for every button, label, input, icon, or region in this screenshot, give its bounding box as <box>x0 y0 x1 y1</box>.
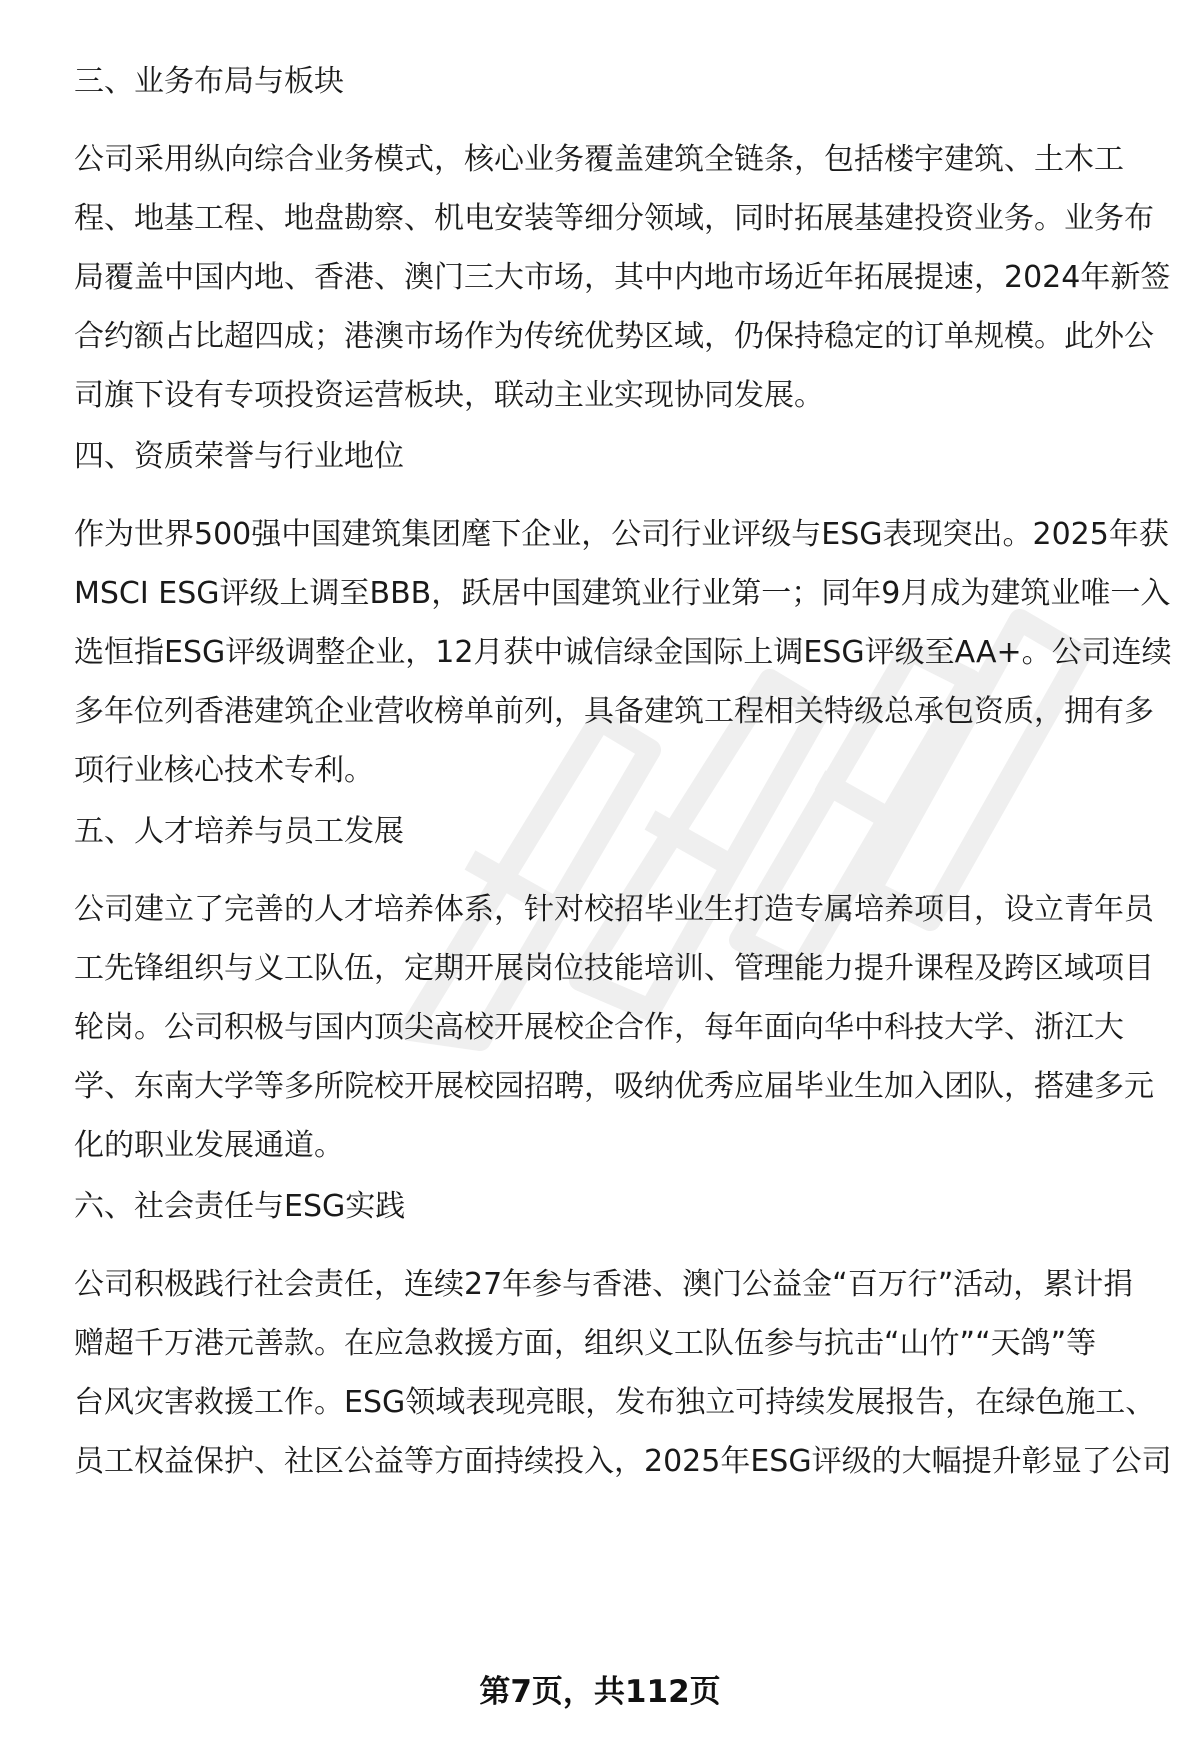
paragraph-line: 多年位列香港建筑企业营收榜单前列，具备建筑工程相关特级总承包资质，拥有多 <box>74 694 1154 729</box>
paragraph-line: 工先锋组织与义工队伍，定期开展岗位技能培训、管理能力提升课程及跨区域项目 <box>74 951 1154 986</box>
paragraph-line: 化的职业发展通道。 <box>74 1128 344 1163</box>
section-paragraph-talent <box>74 880 1154 1175</box>
paragraph-line: 程、地基工程、地盘勘察、机电安装等细分领域，同时拓展基建投资业务。业务布 <box>74 201 1154 236</box>
paragraph-line: 项行业核心技术专利。 <box>74 753 374 788</box>
section-heading-business: 三、业务布局与板块 <box>74 64 344 99</box>
section-heading-talent: 五、人才培养与员工发展 <box>74 814 404 849</box>
section-paragraph-esg <box>74 1255 1172 1491</box>
paragraph-line: MSCI ESG评级上调至BBB，跃居中国建筑业行业第一；同年9月成为建筑业唯一入 <box>74 576 1171 611</box>
page-number-footer: 第7页，共112页 <box>479 1674 721 1710</box>
paragraph-line: 赠超千万港元善款。在应急救援方面，组织义工队伍参与抗击“山竹”“天鸽”等 <box>74 1326 1097 1361</box>
paragraph-line: 公司采用纵向综合业务模式，核心业务覆盖建筑全链条，包括楼宇建筑、土木工 <box>74 142 1124 177</box>
section-heading-esg: 六、社会责任与ESG实践 <box>74 1189 406 1224</box>
paragraph-line: 选恒指ESG评级调整企业，12月获中诚信绿金国际上调ESG评级至AA+。公司连续 <box>74 635 1172 670</box>
paragraph-line: 公司建立了完善的人才培养体系，针对校招毕业生打造专属培养项目，设立青年员 <box>74 892 1154 927</box>
section-heading-qualifications: 四、资质荣誉与行业地位 <box>74 439 404 474</box>
paragraph-line: 台风灾害救援工作。ESG领域表现亮眼，发布独立可持续发展报告，在绿色施工、 <box>74 1385 1156 1420</box>
paragraph-line: 作为世界500强中国建筑集团麾下企业，公司行业评级与ESG表现突出。2025年获 <box>74 517 1169 552</box>
paragraph-line: 合约额占比超四成；港澳市场作为传统优势区域，仍保持稳定的订单规模。此外公 <box>74 319 1154 354</box>
section-paragraph-business <box>74 130 1171 425</box>
paragraph-line: 轮岗。公司积极与国内顶尖高校开展校企合作，每年面向华中科技大学、浙江大 <box>74 1010 1124 1045</box>
paragraph-line: 局覆盖中国内地、香港、澳门三大市场，其中内地市场近年拓展提速，2024年新签 <box>74 260 1171 295</box>
section-paragraph-qualifications <box>74 505 1172 800</box>
paragraph-line: 司旗下设有专项投资运营板块，联动主业实现协同发展。 <box>74 378 824 413</box>
paragraph-line: 学、东南大学等多所院校开展校园招聘，吸纳优秀应届毕业生加入团队，搭建多元 <box>74 1069 1154 1104</box>
paragraph-line: 员工权益保护、社区公益等方面持续投入，2025年ESG评级的大幅提升彰显了公司 <box>74 1444 1172 1479</box>
paragraph-line: 公司积极践行社会责任，连续27年参与香港、澳门公益金“百万行”活动，累计捐 <box>74 1267 1134 1302</box>
